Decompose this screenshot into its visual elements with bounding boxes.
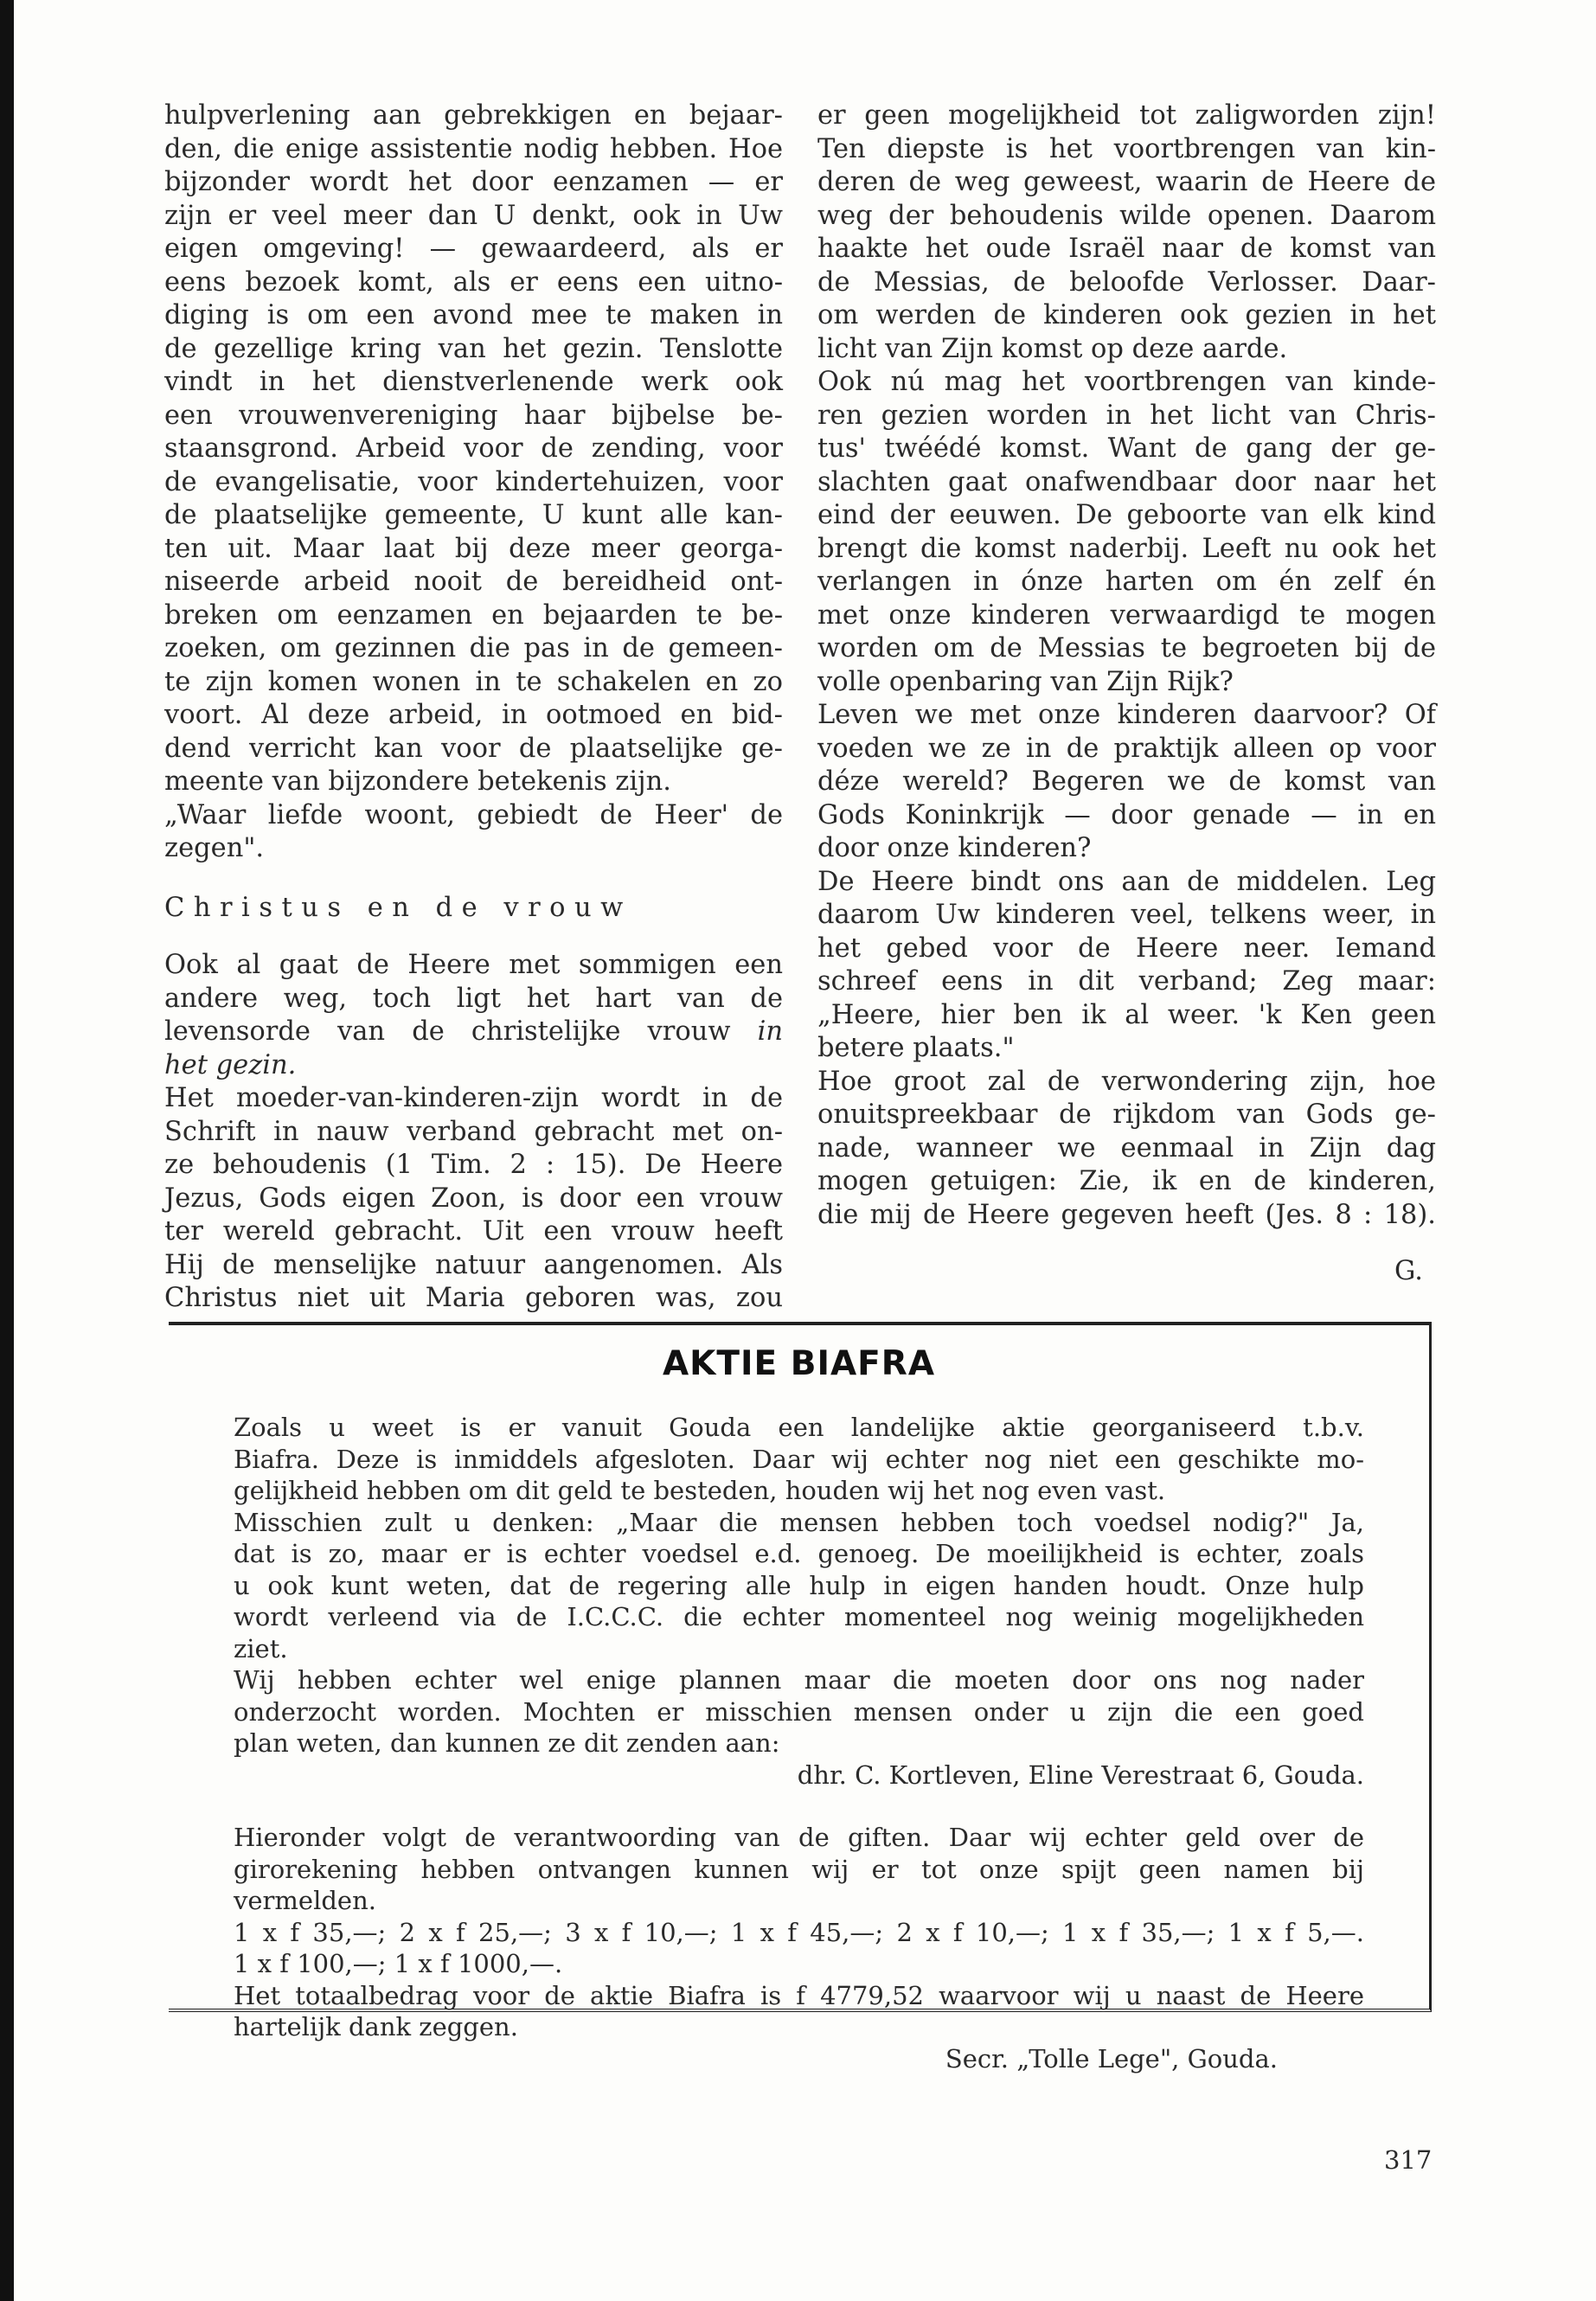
text-line: niseerde arbeid nooit de bereidheid ont- xyxy=(164,567,783,597)
italic-word: in xyxy=(757,1016,783,1047)
donation-line: 1 x f 35,—; 2 x f 25,—; 3 x f 10,—; 1 x f 45,—; 2 x f 10,—; 1 x f 35,—; 1 x f 5,—. xyxy=(234,1917,1364,1947)
text-line: eens bezoek komt, als er eens een uitno- xyxy=(164,266,783,298)
text-line: Leven we met onze kinderen daarvoor? Of xyxy=(817,700,1436,730)
box-line: gelijkheid hebben om dit geld te besteden, houden wij het nog even vast. xyxy=(234,1476,1166,1505)
left-text-block-a xyxy=(164,99,783,866)
box-line: vermelden. xyxy=(234,1886,376,1915)
text-line: Ten diepste is het voortbrengen van kin- xyxy=(817,133,1436,164)
box-line: girorekening hebben ontvangen kunnen wij er tot onze spijt geen namen bij xyxy=(234,1854,1364,1884)
text-line: meente van bijzondere betekenis zijn. xyxy=(164,766,671,797)
text-line xyxy=(164,1016,783,1049)
text-line: den, die enige assistentie nodig hebben. Hoe xyxy=(164,133,783,164)
text-line: zoeken, om gezinnen die pas in de gemeen- xyxy=(164,633,783,663)
text-line: volle openbaring van Zijn Rijk? xyxy=(817,666,1234,697)
author-signature: G. xyxy=(1394,1256,1423,1286)
text-line: voeden we ze in de praktijk alleen op voor xyxy=(817,733,1436,764)
text-line: bijzonder wordt het door eenzamen — er xyxy=(164,167,783,197)
text-line: daarom Uw kinderen veel, telkens weer, in xyxy=(817,900,1436,930)
text-line: staansgrond. Arbeid voor de zending, voor xyxy=(164,433,783,464)
text-line: „Waar liefde woont, gebiedt de Heer' de xyxy=(164,799,783,830)
text-line: vindt in het dienstverlenende werk ook xyxy=(164,367,783,397)
text-line: slachten gaat onafwendbaar door naar het xyxy=(817,466,1436,497)
text-line: het gebed voor de Heere neer. Iemand xyxy=(817,933,1436,964)
text-line xyxy=(164,1049,783,1083)
text-line: schreef eens in dit verband; Zeg maar: xyxy=(817,966,1436,997)
page-edge-bar xyxy=(0,0,14,2301)
text-line: hulpverlening aan gebrekkigen en bejaar- xyxy=(164,100,783,131)
box-body xyxy=(234,1412,1364,2074)
text-line: zegen". xyxy=(164,833,265,863)
text-line: nade, wanneer we eenmaal in Zijn dag xyxy=(817,1132,1436,1163)
text-line: betere plaats." xyxy=(817,1033,1015,1063)
text-line: voort. Al deze arbeid, in ootmoed en bid- xyxy=(164,700,783,730)
text-line: haakte het oude Israël naar de komst van xyxy=(817,234,1436,264)
text-line: licht van Zijn komst op deze aarde. xyxy=(817,333,1288,364)
box-line: Misschien zult u denken: „Maar die mensen hebben toch voedsel nodig?" Ja, xyxy=(234,1507,1364,1537)
section-heading: Christus en de vrouw xyxy=(164,892,632,923)
text-line: Ook nú mag het voortbrengen van kinde- xyxy=(817,367,1436,397)
text-line: de plaatselijke gemeente, U kunt alle kan- xyxy=(164,500,783,530)
text-line: brengt die komst naderbij. Leeft nu ook het xyxy=(817,533,1436,564)
contact-address: dhr. C. Kortleven, Eline Verestraat 6, Gouda. xyxy=(797,1759,1364,1790)
text-line: Gods Koninkrijk — door genade — in en xyxy=(817,799,1436,830)
text-line: Het moeder-van-kinderen-zijn wordt in de xyxy=(164,1083,783,1113)
text-line: met onze kinderen verwaardigd te mogen xyxy=(817,599,1436,631)
box-line: wordt verleend via de I.C.C.C. die echter momenteel nog weinig mogelijkheden xyxy=(234,1602,1364,1631)
text-line: andere weg, toch ligt het hart van de xyxy=(164,983,783,1014)
text-line: „Heere, hier ben ik al weer. 'k Ken geen xyxy=(817,999,1436,1030)
left-column xyxy=(164,99,783,1316)
box-line: Zoals u weet is er vanuit Gouda een landelijke aktie georganiseerd t.b.v. xyxy=(234,1413,1364,1442)
text-line: Ook al gaat de Heere met sommigen een xyxy=(164,950,783,980)
text-line: zijn er veel meer dan U denkt, ook in Uw xyxy=(164,200,783,231)
text-line: dend verricht kan voor de plaatselijke ge- xyxy=(164,733,783,764)
text-line: eigen omgeving! — gewaardeerd, als er xyxy=(164,234,783,264)
text-line: diging is om een avond mee te maken in xyxy=(164,300,783,330)
biafra-notice-box xyxy=(169,1322,1432,2073)
donation-line: 1 x f 100,—; 1 x f 1000,—. xyxy=(234,1949,563,1978)
box-line: Hieronder volgt de verantwoording van de giften. Daar wij echter geld over de xyxy=(234,1823,1364,1852)
text-line: ren gezien worden in het licht van Chris- xyxy=(817,400,1436,431)
box-line: u ook kunt weten, dat de regering alle hulp in eigen handen houdt. Onze hulp xyxy=(234,1570,1364,1600)
box-title: AKTIE BIAFRA xyxy=(662,1344,935,1383)
box-line: hartelijk dank zeggen. xyxy=(234,2012,518,2041)
text-line: de Messias, de beloofde Verlosser. Daar- xyxy=(817,266,1436,298)
text-line: eind der eeuwen. De geboorte van elk kind xyxy=(817,500,1436,530)
text-line: die mij de Heere gegeven heeft (Jes. 8 : 18). xyxy=(817,1199,1436,1230)
text-line: Hij de menselijke natuur aangenomen. Als xyxy=(164,1249,783,1280)
box-line: plan weten, dan kunnen ze dit zenden aan: xyxy=(234,1728,780,1758)
text-line: déze wereld? Begeren we de komst van xyxy=(817,766,1436,797)
left-text-block-b xyxy=(164,949,783,1316)
box-line: ziet. xyxy=(234,1633,288,1663)
text-line: ter wereld gebracht. Uit een vrouw heeft xyxy=(164,1216,783,1247)
box-line: dat is zo, maar er is echter voedsel e.d. genoeg. De moeilijkheid is echter, zoals xyxy=(234,1539,1364,1568)
text-line: ze behoudenis (1 Tim. 2 : 15). De Heere xyxy=(164,1150,783,1180)
text-line: Jezus, Gods eigen Zoon, is door een vrouw xyxy=(164,1183,783,1214)
text-line: een vrouwenvereniging haar bijbelse be- xyxy=(164,400,783,431)
text-line: er geen mogelijkheid tot zaligworden zijn! xyxy=(817,100,1436,131)
text-line: door onze kinderen? xyxy=(817,833,1092,863)
page-number: 317 xyxy=(1384,2145,1433,2175)
box-line: Het totaalbedrag voor de aktie Biafra is f 4779,52 waarvoor wij u naast de Heere xyxy=(234,1980,1364,2010)
paragraph-gap xyxy=(234,1791,1364,1822)
text-line: om werden de kinderen ook gezien in het xyxy=(817,300,1436,330)
box-line: Biafra. Deze is inmiddels afgesloten. Daar wij echter nog niet een geschikte mo- xyxy=(234,1444,1364,1474)
text-line: onuitspreekbaar de rijkdom van Gods ge- xyxy=(817,1099,1436,1130)
text-line: te zijn komen wonen in te schakelen en zo xyxy=(164,666,783,697)
text-span: levensorde van de christelijke vrouw xyxy=(164,1016,731,1047)
text-line: mogen getuigen: Zie, ik en de kinderen, xyxy=(817,1166,1436,1196)
text-line: deren de weg geweest, waarin de Heere de xyxy=(817,167,1436,197)
secretary-signature: Secr. „Tolle Lege", Gouda. xyxy=(945,2043,1278,2073)
text-line: Schrift in nauw verband gebracht met on- xyxy=(164,1116,783,1147)
text-line: de evangelisatie, voor kindertehuizen, voor xyxy=(164,466,783,497)
text-line: worden om de Messias te begroeten bij de xyxy=(817,633,1436,663)
text-line: de gezellige kring van het gezin. Tenslotte xyxy=(164,333,783,364)
text-line: Christus niet uit Maria geboren was, zou xyxy=(164,1283,783,1313)
text-line: De Heere bindt ons aan de middelen. Leg xyxy=(817,866,1436,897)
italic-phrase: het gezin. xyxy=(164,1049,297,1080)
text-line: breken om eenzamen en bejaarden te be- xyxy=(164,599,783,631)
text-line: verlangen in ónze harten om én zelf én xyxy=(817,567,1436,597)
text-line: weg der behoudenis wilde openen. Daarom xyxy=(817,200,1436,231)
text-line: ten uit. Maar laat bij deze meer georga- xyxy=(164,533,783,564)
text-line: Hoe groot zal de verwondering zijn, hoe xyxy=(817,1066,1436,1097)
box-line: Wij hebben echter wel enige plannen maar die moeten door ons nog nader xyxy=(234,1665,1364,1695)
text-line: tus' twéédé komst. Want de gang der ge- xyxy=(817,433,1436,464)
box-line: onderzocht worden. Mochten er misschien mensen onder u zijn die een goed xyxy=(234,1696,1364,1727)
right-column xyxy=(817,99,1436,1232)
